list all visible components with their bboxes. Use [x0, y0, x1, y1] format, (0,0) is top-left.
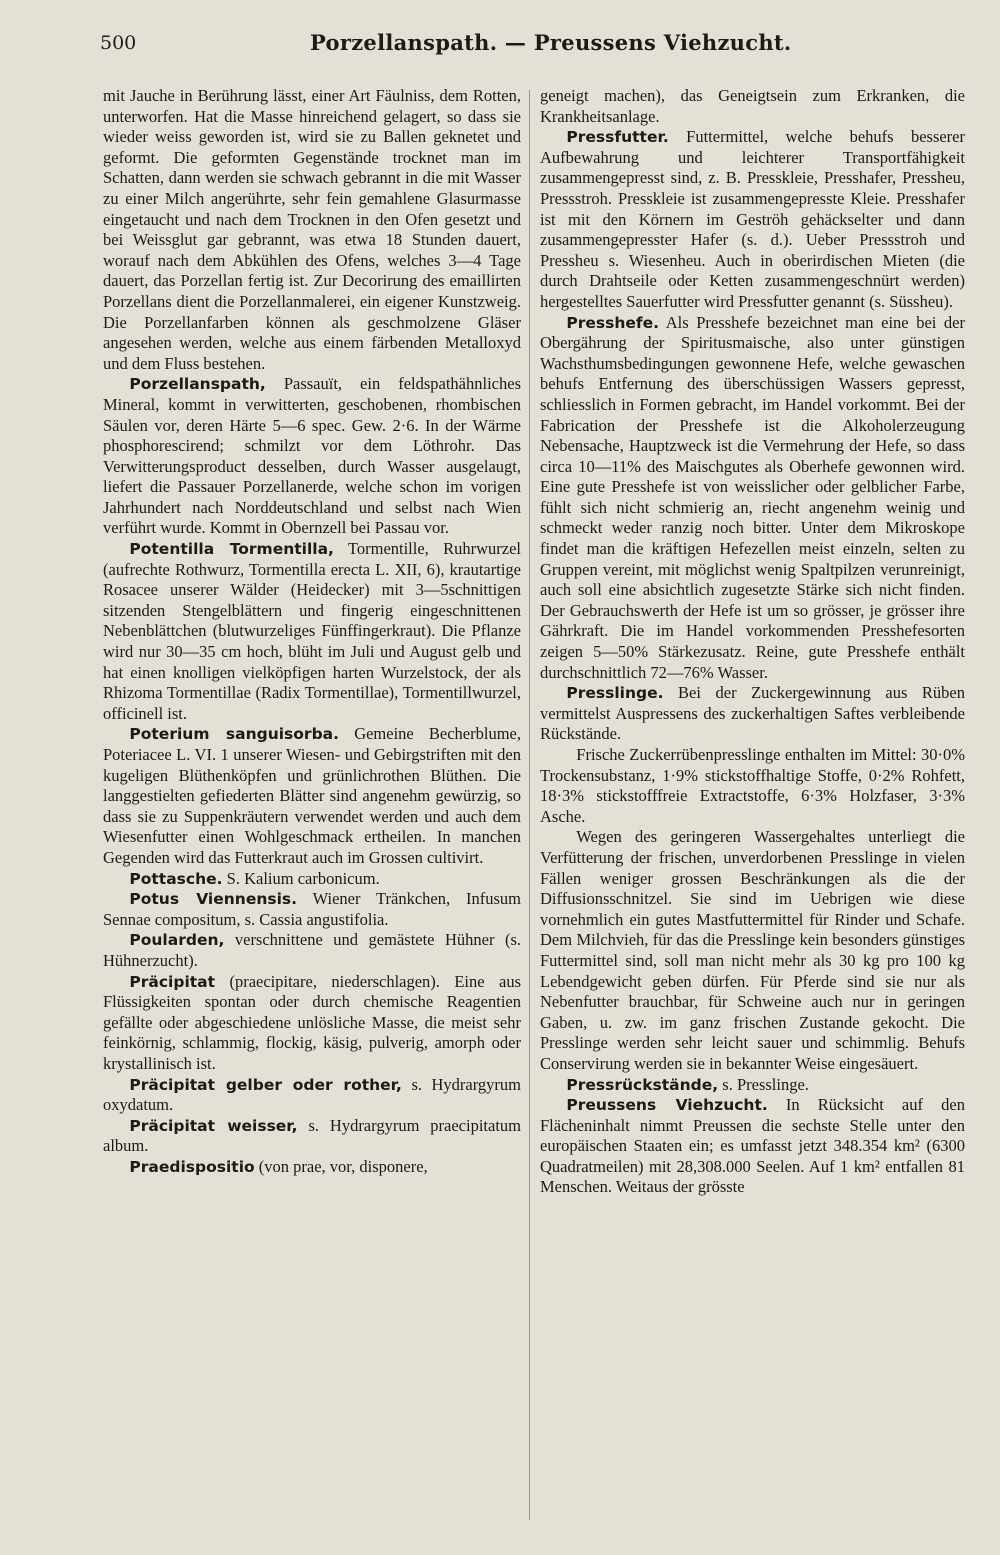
page-header: [100, 30, 1000, 70]
entry-potentilla: [103, 539, 521, 724]
entry-text: s. Hydrargyrum oxydatum.: [103, 1074, 521, 1115]
entry-keyword: Präcipitat weisser,: [129, 1116, 298, 1135]
entry-text: Gemeine Becherblume, Poteriacee L. VI. 1 unserer Wiesen- und Gebirgstriften mit den kugeligen Blüthenköpfen und grünlichrothen Blüthen. Die langgestielten gefiederten Blätter sind angenehm gewürzig, so dass sie zu Suppenkräutern verwendet werden und auch dem Wiesenfutter einen Wohlgeschmack ertheilen. In manchen Gegenden wird das Futterkraut auch im Grossen cultivirt.: [103, 724, 521, 867]
entry-keyword: Pottasche.: [129, 869, 223, 888]
page-number: 500: [100, 32, 137, 54]
entry-keyword: Potus Viennensis.: [129, 890, 298, 909]
entry-praecipitat-weisser: [103, 1116, 521, 1157]
entry-text: mit Jauche in Berührung lässt, einer Art Fäulniss, dem Rotten, unterworfen. Hat die Masse hinreichend gelagert, so dass sie wieder weiss geworden ist, wird sie zu Ballen geknetet und geformt. Die geformten Gegenstände trocknet man im Schatten, dann werden sie schwach gebrannt in die mit Wasser zu einer Milch angerührte, sehr fein gemahlene Glasurmasse eingetaucht und nach dem Trocknen in den Ofen gesetzt und bei Weissglut gar gebrannt, was etwa 18 Stunden dauert, worauf nach dem Abkühlen des Ofens, welches 3—4 Tage dauert, das Porzellan fertig ist. Zur Decorirung des emaillirten Porzellans dient die Porzellanmalerei, ein eigener Kunstzweig. Die Porzellanfarben können als geschmolzene Gläser angesehen werden, welche aus einem färbenden Metalloxyd und dem Fluss bestehen.: [103, 86, 521, 373]
entry-keyword: Poularden,: [129, 931, 225, 950]
entry-text: Frische Zuckerrübenpresslinge enthalten im Mittel: 30·0% Trockensubstanz, 1·9% stickstoffhaltige Stoffe, 0·2% Rohfett, 18·3% stickstofffreie Extractstoffe, 6·3% Holzfaser, 3·3% Asche.: [540, 745, 965, 826]
entry-keyword: Potentilla Tormentilla,: [129, 540, 334, 559]
right-column: [540, 86, 965, 1526]
entry-text: Passauït, ein feldspathähnliches Mineral, kommt in verwitterten, geschobenen, rhombischen Säulen vor, deren Härte 5—6 spec. Gew. 2·6. In der Wärme phosphorescirend; schmilzt vor dem Löthrohr. Das Verwitterungsproduct desselben, durch Wasser ausgelaugt, liefert die Passauer Porzellanerde, welche schon im vorigen Jahrhundert nach Norddeutschland und selbst nach Wien verführt wurde. Kommt in Obernzell bei Passau vor.: [103, 374, 521, 538]
entry-text: (praecipitare, niederschlagen). Eine aus Flüssigkeiten spontan oder durch chemische Reagentien gefällte oder abgeschiedene unlösliche Masse, die meist sehr feinkörnig, schlammig, flockig, käsig, pulverig, amorph oder krystallinisch ist.: [103, 971, 521, 1073]
entry-keyword: Präcipitat gelber oder rother,: [129, 1075, 402, 1094]
entry-text: Bei der Zuckergewinnung aus Rüben vermittelst Auspressens des zuckerhaltigen Saftes verbleibende Rückstände.: [540, 683, 965, 744]
entry-poularden: [103, 930, 521, 971]
entry-pottasche: [103, 869, 521, 890]
entry-text: (von prae, vor, disponere,: [254, 1156, 428, 1176]
entry-presslinge-feeding: [540, 827, 965, 1074]
entry-keyword: Preussens Viehzucht.: [566, 1096, 768, 1115]
entry-presslinge-composition: [540, 745, 965, 827]
entry-keyword: Pressrückstände,: [566, 1075, 719, 1094]
entry-potus: [103, 889, 521, 930]
entry-keyword: Praedispositio: [129, 1157, 255, 1176]
entry-keyword: Präcipitat: [129, 972, 216, 991]
entry-porzellanspath: [103, 374, 521, 539]
entry-text: Als Presshefe bezeichnet man eine bei der Obergährung der Spiritusmaische, also unter günstigen Wachsthumsbedingungen gewonnene Hefe, welche gewaschen behufs Entfernung des überschüssigen Wassers gepresst, schliesslich in Formen gebracht, im Handel vorkommt. Bei der Fabrication der Presshefe ist die Alkoholerzeugung Nebensache, Hauptzweck ist die Vermehrung der Hefe, so dass circa 10—11% des Maischgutes als Oberhefe gewonnen wird. Eine gute Presshefe ist von weisslicher oder gelblicher Farbe, fühlt sich nicht schmierig an, riecht angenehm weinig und schmeckt weder ranzig noch bitter. Unter dem Mikroskope findet man die kräftigen Hefezellen meist einzeln, selten zu Gruppen vereint, mit möglichst wenig Spaltpilzen verunreinigt, auch soll eine absichtlich zugesetzte Stärke sich nicht finden. Der Gebrauchswerth der Hefe ist um so grösser, je grösser ihre Gährkraft. Die im Handel vorkommenden Presshefesorten zeigen 5—50% Stärkezusatz. Reine, gute Presshefe enthält durchschnittlich 72—76% Wasser.: [540, 312, 965, 682]
entry-keyword: Pressfutter.: [566, 128, 669, 147]
entry-continuation: [103, 86, 521, 374]
entry-poterium: [103, 724, 521, 868]
entry-text: geneigt machen), das Geneigtsein zum Erkranken, die Krankheitsanlage.: [540, 86, 965, 126]
entry-text: Wiener Tränkchen, Infusum Sennae compositum, s. Cassia angustifolia.: [103, 889, 521, 929]
entry-presshefe: [540, 313, 965, 684]
entry-text: s. Hydrargyrum praecipitatum album.: [103, 1115, 521, 1156]
entry-keyword: Presshefe.: [566, 313, 660, 332]
running-title: Porzellanspath. — Preussens Viehzucht.: [310, 30, 792, 55]
entry-praecipitat-gelber: [103, 1075, 521, 1116]
entry-continuation: [540, 86, 965, 127]
entry-text: s. Presslinge.: [718, 1074, 809, 1094]
entry-text: Tormentille, Ruhrwurzel (aufrechte Rothwurz, Tormentilla erecta L. XII, 6), krautartige Rosacee unserer Wälder (Heidecker) mit 3—5schnittigen sitzenden Stengelblättern und fingerig eingeschnittenen Nebenblättchen (blutwurzeliges Fünffingerkraut). Die Pflanze wird nur 30—35 cm hoch, blüht im Juli und August gelb und hat einen knolligen vielköpfigen harten Wurzelstock, der als Rhizoma Tormentillae (Radix Tormentillae), Tormentillwurzel, officinell ist.: [103, 539, 521, 723]
left-column: [103, 86, 521, 1526]
entry-text: Wegen des geringeren Wassergehaltes unterliegt die Verfütterung der frischen, unverdorbenen Presslinge in vielen Fällen weniger grossen Beschränkungen als die der Diffusionsschnitzel. Sie sind im Uebrigen wie diese vornehmlich ein gutes Mastfuttermittel für Rinder und Schafe. Dem Milchvieh, für das die Presslinge kein besonders günstiges Futtermittel sind, soll man nicht mehr als 30 kg pro 100 kg Lebendgewicht geben dürfen. Für Pferde sind sie nur als Nebenfutter brauchbar, für Schweine auch nur in geringen Gaben, u. zw. im ganz frischen Zustande gekocht. Die Presslinge werden sehr leicht sauer und schimmlig. Behufs Conservirung werden sie in bekannter Weise eingesäuert.: [540, 827, 965, 1073]
entry-keyword: Porzellanspath,: [129, 375, 266, 394]
entry-pressrueckstaende: [540, 1075, 965, 1096]
entry-pressfutter: [540, 127, 965, 312]
entry-text: S. Kalium carbonicum.: [222, 868, 380, 888]
entry-text: verschnittene und gemästete Hühner (s. Hühnerzucht).: [103, 930, 521, 970]
entry-preussens-viehzucht: [540, 1095, 965, 1198]
column-divider: [529, 90, 530, 1520]
entry-presslinge: [540, 683, 965, 745]
entry-praecipitat: [103, 972, 521, 1075]
entry-keyword: Presslinge.: [566, 684, 664, 703]
entry-keyword: Poterium sanguisorba.: [129, 725, 340, 744]
entry-text: In Rücksicht auf den Flächeninhalt nimmt Preussen die sechste Stelle unter den europäischen Staaten ein; es umfasst jetzt 348.354 km² (6300 Quadratmeilen) mit 28,308.000 Seelen. Auf 1 km² entfallen 81 Menschen. Weitaus der grösste: [540, 1095, 965, 1197]
entry-text: Futtermittel, welche behufs besserer Aufbewahrung und leichterer Transportfähigkeit zusammengepresst sind, z. B. Presskleie, Presshafer, Pressheu, Pressstroh. Presskleie ist zusammengepresste Kleie. Presshafer ist mit den Körnern im Geströh gehäckselter und dann zusammengepresster Hafer (s. d.). Ueber Pressstroh und Pressheu s. Wiesenheu. Auch in oberirdischen Mieten (die durch Drahtseile oder Ketten zusammengeschnürt werden) hergestelltes Sauerfutter wird Pressfutter genannt (s. Süssheu).: [540, 127, 965, 311]
entry-praedispositio: [103, 1157, 521, 1178]
